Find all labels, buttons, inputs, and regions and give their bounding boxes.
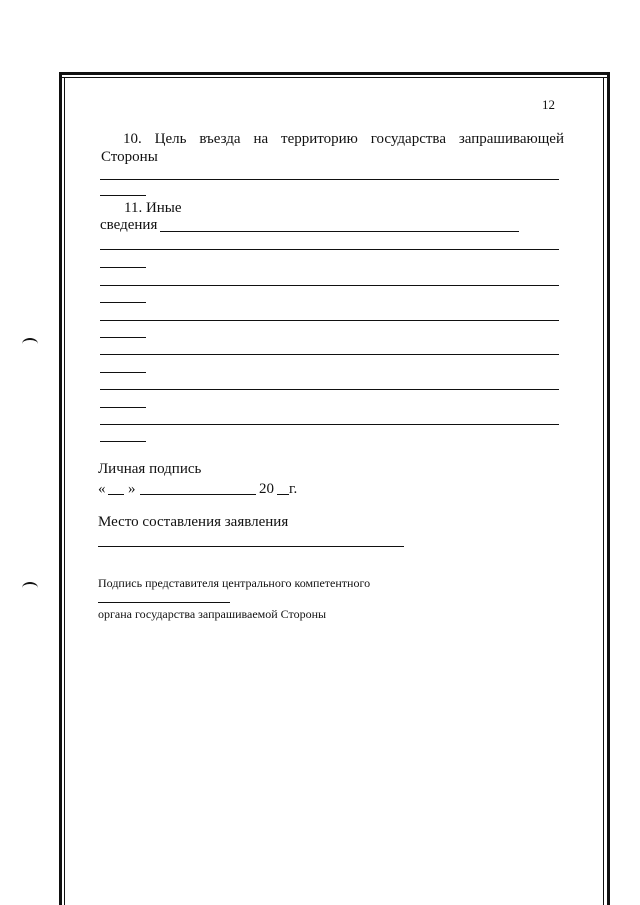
frame-top-inner-border xyxy=(62,77,608,78)
date-open-quote: « xyxy=(98,481,106,497)
item-11-answer-line[interactable] xyxy=(100,389,559,390)
binding-hole-mark xyxy=(22,582,38,594)
date-year-suffix: г. xyxy=(289,481,298,497)
date-year-prefix: 20 xyxy=(259,481,274,497)
item-11-answer-line-end[interactable] xyxy=(100,441,146,442)
item-10-answer-line[interactable] xyxy=(100,179,559,180)
item-11-answer-line[interactable] xyxy=(100,354,559,355)
frame-right-inner-border xyxy=(603,77,604,905)
place-label: Место составления заявления xyxy=(98,514,289,530)
page-number: 12 xyxy=(542,97,555,112)
item-11-answer-line-end[interactable] xyxy=(100,372,146,373)
item-11-answer-line[interactable] xyxy=(100,424,559,425)
date-close-quote: » xyxy=(128,481,136,497)
item-10-text: 10. Цель въезда на территорию государства запрашивающей Стороны xyxy=(101,131,564,165)
item-11-label: 11. Иные xyxy=(124,200,182,216)
representative-signature-label: Подпись представителя центрального компетентного xyxy=(98,576,371,590)
item-11-answer-line-end[interactable] xyxy=(100,337,146,338)
frame-left-inner-border xyxy=(64,77,65,905)
item-11-answer-line-end[interactable] xyxy=(100,407,146,408)
item-11-answer-line[interactable] xyxy=(100,320,559,321)
item-11-answer-line-end[interactable] xyxy=(100,267,146,268)
date-year-field[interactable] xyxy=(277,494,289,495)
frame-top-border xyxy=(60,72,610,75)
binding-hole-mark xyxy=(22,338,38,350)
item-10-answer-line-end[interactable] xyxy=(100,195,146,196)
item-11-label-cont: сведения xyxy=(100,217,158,233)
item-11-first-line[interactable] xyxy=(160,231,519,232)
personal-signature-label: Личная подпись xyxy=(98,461,202,477)
item-11-answer-line[interactable] xyxy=(100,285,559,286)
frame-right-border xyxy=(607,72,610,905)
item-11-answer-line[interactable] xyxy=(100,249,559,250)
representative-authority-label: органа государства запрашиваемой Стороны xyxy=(98,607,327,621)
place-field[interactable] xyxy=(98,546,404,547)
frame-left-border xyxy=(59,72,62,905)
representative-signature-field[interactable] xyxy=(98,602,230,603)
date-day-field[interactable] xyxy=(108,494,124,495)
item-11-answer-line-end[interactable] xyxy=(100,302,146,303)
date-month-field[interactable] xyxy=(140,494,256,495)
